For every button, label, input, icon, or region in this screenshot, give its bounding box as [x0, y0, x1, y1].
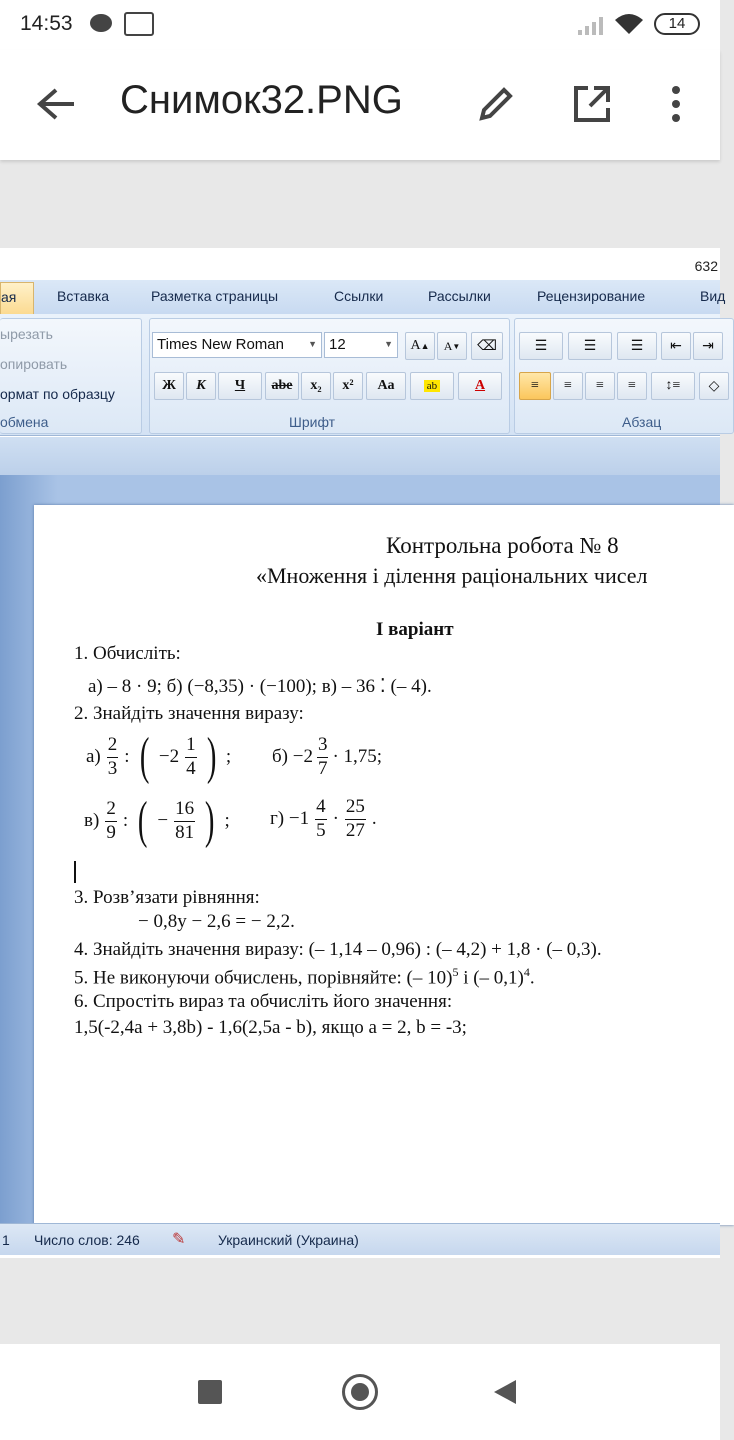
terminator: . — [371, 807, 377, 829]
highlight-color-icon[interactable]: ab — [410, 372, 454, 400]
subscript-button[interactable]: x₂ — [301, 372, 331, 400]
fraction — [317, 735, 329, 779]
superscript-button[interactable]: x² — [333, 372, 363, 400]
question-5 — [74, 965, 535, 989]
operator: · — [332, 807, 339, 829]
item-label: б) −2 — [272, 745, 313, 767]
expression-rest: · 1,75; — [332, 745, 383, 767]
multilevel-list-icon[interactable]: ☰ — [617, 332, 657, 360]
back-arrow-icon[interactable] — [36, 86, 76, 122]
font-color-icon[interactable]: A — [458, 372, 502, 400]
word-status-bar — [0, 1223, 720, 1255]
numerator: 1 — [185, 735, 197, 758]
question-1: 1. Обчисліть: — [74, 643, 181, 664]
tab-review[interactable]: Рецензирование — [537, 288, 646, 304]
shading-icon[interactable]: ◇ — [699, 372, 729, 400]
notification-icon — [90, 14, 112, 32]
document-page — [34, 505, 734, 1225]
font-group-label: Шрифт — [289, 414, 336, 430]
fraction — [107, 735, 119, 779]
question-1-items: а) – 8 · 9; б) (−8,35) · (−100); в) – 36 ⁚ (– 4). — [88, 676, 432, 697]
corner-text: 632 — [694, 258, 718, 274]
operator: : — [122, 810, 129, 831]
numerator: 25 — [345, 797, 366, 820]
fraction — [174, 799, 195, 843]
denominator: 81 — [175, 822, 195, 843]
question-5-end: . — [529, 967, 535, 989]
numerator: 4 — [315, 797, 327, 820]
status-bar — [0, 0, 720, 50]
item-label: а) — [86, 746, 101, 767]
numerator: 3 — [317, 735, 329, 758]
fraction — [345, 797, 366, 841]
bullets-icon[interactable]: ☰ — [519, 332, 563, 360]
question-6-expression: 1,5(-2,4a + 3,8b) - 1,6(2,5a - b), якщо a = 2, b = -3; — [74, 1017, 467, 1038]
align-left-icon[interactable]: ≡ — [519, 372, 551, 400]
numerator: 2 — [107, 735, 119, 758]
tab-home-label: ая — [1, 289, 17, 305]
question-2c — [84, 792, 230, 849]
ruler — [0, 437, 720, 475]
underline-button[interactable]: Ч — [218, 372, 262, 400]
exponent: 4 — [523, 965, 530, 979]
grow-font-button[interactable]: A ▲ — [405, 332, 435, 360]
denominator: 4 — [186, 758, 196, 779]
question-2: 2. Знайдіть значення виразу: — [74, 703, 304, 724]
file-title: Снимок32.PNG — [120, 78, 403, 122]
navigation-bar — [0, 1344, 720, 1440]
exponent: 5 — [452, 965, 459, 979]
fraction — [315, 797, 327, 841]
language-indicator[interactable]: Украинский (Украина) — [218, 1232, 359, 1248]
edit-icon[interactable] — [476, 84, 516, 124]
increase-indent-icon[interactable]: ⇥ — [693, 332, 723, 360]
paragraph-group-label: Абзац — [622, 414, 662, 430]
tab-insert[interactable]: Вставка — [57, 288, 110, 304]
question-2a — [86, 728, 232, 785]
left-paren: ( — [137, 792, 148, 849]
fraction — [105, 799, 117, 843]
app-bar — [0, 50, 720, 160]
back-icon[interactable] — [492, 1378, 518, 1406]
tab-view[interactable]: Вид — [700, 288, 726, 304]
terminator: ; — [224, 810, 230, 831]
item-label: в) — [84, 810, 100, 831]
font-size-select[interactable] — [324, 332, 398, 358]
clear-format-icon[interactable]: ⌫ — [471, 332, 503, 360]
chevron-down-icon: ▼ — [308, 339, 317, 349]
cut-button[interactable]: ырезать — [0, 326, 53, 342]
numerator: 16 — [174, 799, 195, 822]
strikethrough-button[interactable]: abe — [265, 372, 299, 400]
question-5-mid: і (– 0,1) — [458, 967, 524, 989]
item-label: г) −1 — [270, 807, 310, 829]
question-6: 6. Спростіть вираз та обчисліть його значення: — [74, 991, 453, 1012]
variant-heading: І варіант — [376, 619, 454, 640]
home-icon[interactable] — [342, 1374, 378, 1410]
right-paren: ) — [206, 728, 217, 785]
tab-references[interactable]: Ссылки — [334, 288, 384, 304]
wifi-icon — [614, 12, 644, 36]
denominator: 3 — [107, 758, 118, 779]
page-indicator[interactable]: 1 — [2, 1232, 10, 1248]
tab-home[interactable] — [0, 282, 34, 316]
numbering-icon[interactable]: ☰ — [568, 332, 612, 360]
question-2b — [272, 735, 382, 779]
gallery-notification-icon — [124, 12, 154, 36]
question-4: 4. Знайдіть значення виразу: (– 1,14 – 0,96) : (– 4,2) + 1,8 · (– 0,3). — [74, 939, 602, 960]
word-count[interactable]: Число слов: 246 — [34, 1232, 140, 1248]
align-right-icon[interactable]: ≡ — [585, 372, 615, 400]
font-name-value: Times New Roman — [157, 336, 284, 353]
decrease-indent-icon[interactable]: ⇤ — [661, 332, 691, 360]
font-size-value: 12 — [329, 336, 346, 353]
justify-icon[interactable]: ≡ — [617, 372, 647, 400]
mixed-whole: −2 — [158, 746, 180, 767]
italic-button[interactable]: К — [186, 372, 216, 400]
open-external-icon[interactable] — [572, 84, 612, 124]
denominator: 7 — [317, 757, 328, 779]
question-2d — [270, 797, 377, 841]
question-3: 3. Розв’язати рівняння: — [74, 887, 260, 908]
word-screenshot — [0, 248, 726, 1258]
doc-title: Контрольна робота № 8 — [386, 533, 619, 558]
clipboard-label: обмена — [0, 414, 49, 430]
align-center-icon[interactable]: ≡ — [553, 372, 583, 400]
denominator: 9 — [106, 822, 116, 843]
spell-check-icon[interactable]: ✎ — [172, 1231, 186, 1248]
battery-level: 14 — [668, 15, 686, 32]
line-spacing-icon[interactable]: ↕≡ — [651, 372, 695, 400]
shrink-font-button[interactable]: A ▼ — [437, 332, 467, 360]
chevron-down-icon: ▼ — [384, 339, 393, 349]
question-3-equation: − 0,8y − 2,6 = − 2,2. — [138, 911, 295, 932]
right-paren: ) — [205, 792, 215, 849]
fraction — [185, 735, 197, 779]
more-vert-icon[interactable] — [668, 84, 684, 124]
terminator: ; — [225, 746, 232, 767]
copy-button[interactable]: опировать — [0, 356, 68, 372]
battery-indicator — [654, 13, 700, 35]
doc-subtitle: «Множення і ділення раціональних чисел — [256, 563, 648, 588]
text-cursor — [74, 861, 76, 883]
denominator: 27 — [345, 819, 365, 841]
sign: − — [157, 810, 169, 831]
tab-page-layout[interactable]: Разметка страницы — [151, 288, 279, 304]
font-name-select[interactable] — [152, 332, 322, 358]
format-painter-button[interactable]: ормат по образцу — [0, 386, 115, 402]
tab-mailings[interactable]: Рассылки — [428, 288, 491, 304]
recents-icon[interactable] — [198, 1380, 222, 1404]
denominator: 5 — [316, 819, 326, 841]
operator: : — [124, 746, 130, 767]
change-case-button[interactable]: Aa — [366, 372, 406, 400]
numerator: 2 — [105, 799, 117, 822]
question-5-text: 5. Не виконуючи обчислень, порівняйте: (– 10) — [74, 967, 453, 989]
clock: 14:53 — [20, 12, 73, 35]
left-paren: ( — [139, 728, 149, 785]
signal-icon — [576, 14, 606, 36]
bold-button[interactable]: Ж — [154, 372, 184, 400]
